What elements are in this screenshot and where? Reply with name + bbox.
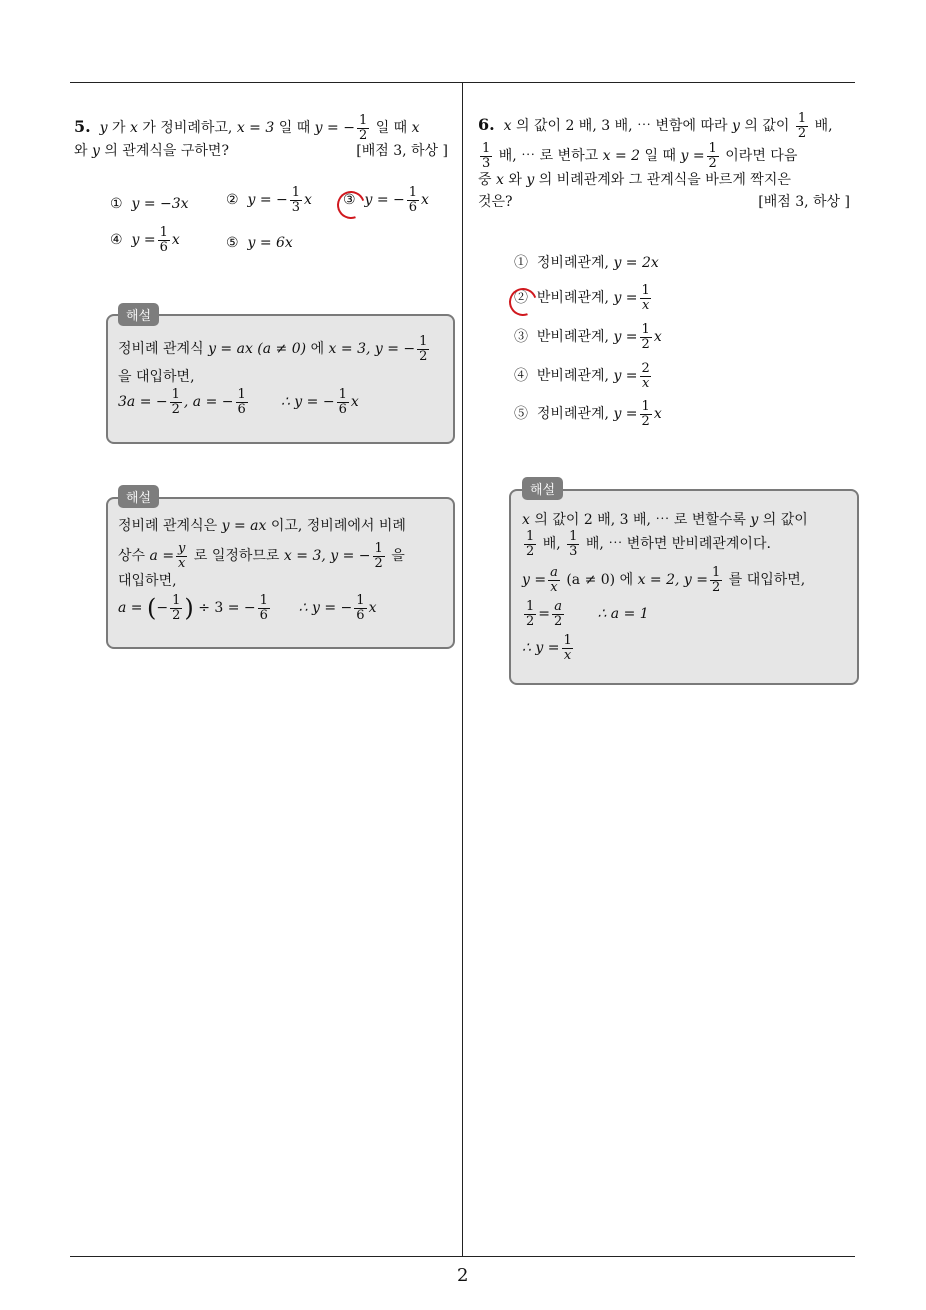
- choice-3[interactable]: ③ y = − $\frac{1}{6}$ x: [343, 185, 429, 215]
- solution-line: 정비례 관계식은 y = ax 이고, 정비례에서 비례: [118, 518, 406, 534]
- question-6: 6. x 의 값이 2 배, 3 배, ⋯ 변함에 따라 y 의 값이 $\frac{1}{2}$ 배, $\frac{1}{3}$ 배, ⋯ 로 변하고 x = 2 일 때 y = $\frac{1}{2}$ 이라면 다음 중 x 와 y 의 비례관계와 그 관계식을 바르게 짝지은 것은? [배점 3, 하상 ]: [478, 112, 860, 215]
- choice-5[interactable]: ⑤ y = 6x: [226, 235, 293, 251]
- solution-line: ∴ y = $\frac{1}{x}$: [522, 633, 572, 663]
- question-number: 5.: [74, 117, 91, 137]
- solution-line: $\frac{1}{2}$ 배, $\frac{1}{3}$ 배, ⋯ 변하면 반비례관계이다.: [526, 529, 771, 559]
- solution-line: 을 대입하면,: [118, 369, 195, 385]
- points-label: [배점 3, 하상 ]: [356, 143, 448, 160]
- solution-tag: 해설: [118, 485, 159, 508]
- choice-3[interactable]: ③ 반비례관계, y = $\frac{1}{2}$ x: [514, 322, 662, 352]
- solution-line: a = (− $\frac{1}{2}$ ) ÷ 3 = − $\frac{1}{6}$ ∴ y = − $\frac{1}{6}$ x: [118, 593, 377, 623]
- column-divider: [462, 82, 463, 1257]
- solution-line: 대입하면,: [118, 573, 177, 589]
- choice-2[interactable]: ② y = − $\frac{1}{3}$ x: [226, 185, 312, 215]
- solution-line: 상수 a = $\frac{y}{x}$ 로 일정하므로 x = 3, y = − $\frac{1}{2}$ 을: [118, 541, 405, 571]
- solution-line: $\frac{1}{2}$ = $\frac{a}{2}$ ∴ a = 1: [526, 599, 649, 629]
- choice-1[interactable]: ① 정비례관계, y = 2x: [514, 255, 659, 271]
- solution-line: x 의 값이 2 배, 3 배, ⋯ 로 변할수록 y 의 값이: [522, 512, 808, 528]
- solution-line: 정비례 관계식 y = ax (a ≠ 0) 에 x = 3, y = − $\frac{1}{2}$: [118, 334, 428, 364]
- choice-1[interactable]: ① y = −3x: [110, 196, 189, 212]
- question-number: 6.: [478, 115, 495, 135]
- solution-line: 3a = − $\frac{1}{2}$ , a = − $\frac{1}{6}$ ∴ y = − $\frac{1}{6}$ x: [118, 387, 359, 417]
- fraction: $\frac{1}{2}$: [358, 113, 368, 143]
- points-label: [배점 3, 하상 ]: [758, 193, 850, 210]
- question-5: 5. y 가 x 가 정비례하고, x = 3 일 때 y = − $\frac{1}{2}$ 일 때 x 와 y 의 관계식을 구하면? [배점 3, 하상 ]: [74, 114, 458, 164]
- choice-5[interactable]: ⑤ 정비례관계, y = $\frac{1}{2}$ x: [514, 399, 662, 429]
- bottom-rule: [70, 1256, 855, 1257]
- choice-4[interactable]: ④ 반비례관계, y = $\frac{2}{x}$: [514, 361, 650, 391]
- solution-tag: 해설: [522, 477, 563, 500]
- choice-4[interactable]: ④ y = $\frac{1}{6}$ x: [110, 225, 180, 255]
- page-number: 2: [457, 1265, 469, 1286]
- solution-line: y = $\frac{a}{x}$ (a ≠ 0) 에 x = 2, y = $\frac{1}{2}$ 를 대입하면,: [522, 565, 806, 595]
- choice-2[interactable]: ② 반비례관계, y = $\frac{1}{x}$: [514, 283, 650, 313]
- solution-tag: 해설: [118, 303, 159, 326]
